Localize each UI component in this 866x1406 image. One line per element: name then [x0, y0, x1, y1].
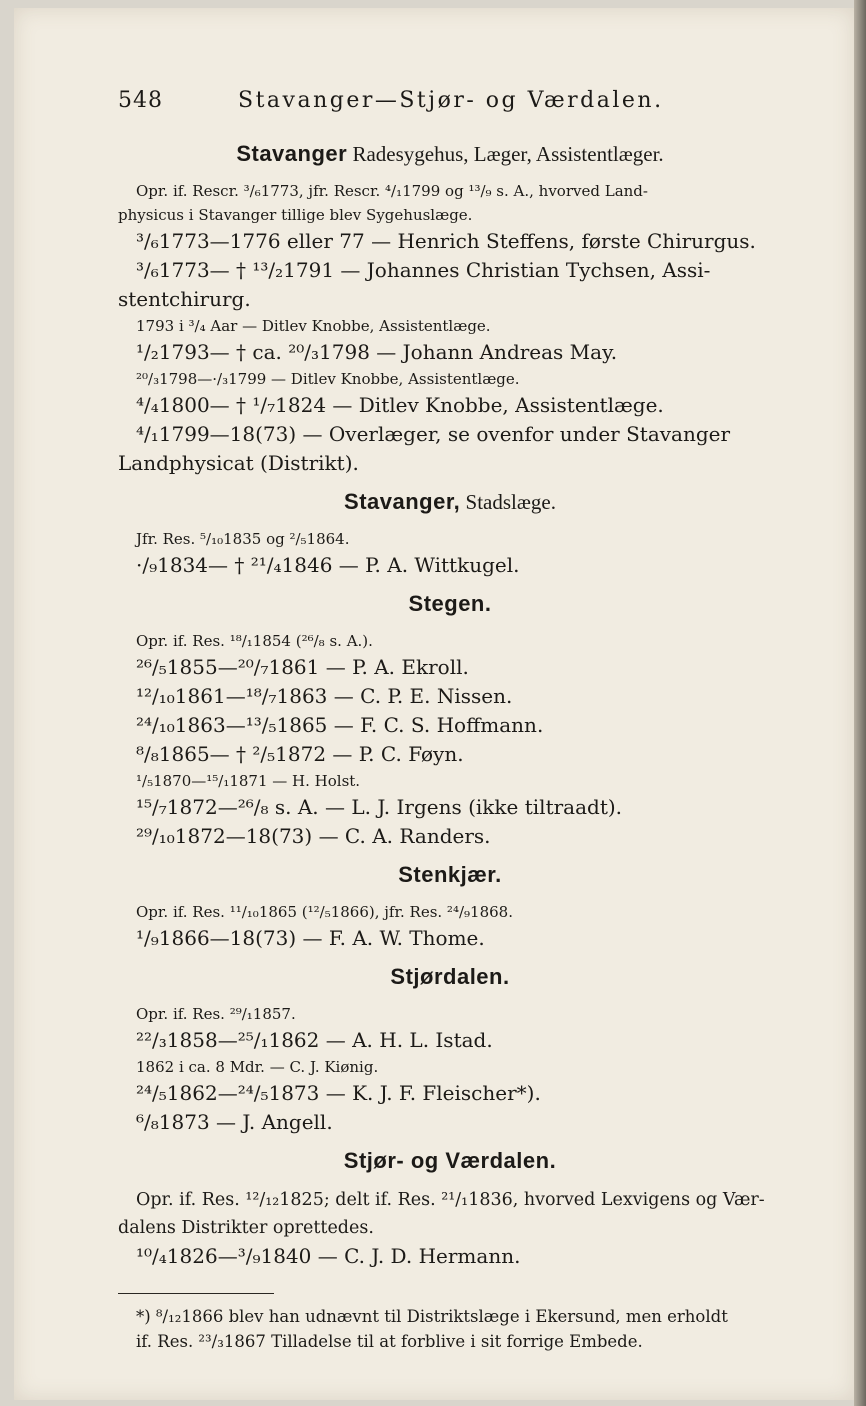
page-content: [118, 88, 782, 1354]
entry-line: Landphysicat (Distrikt).: [118, 451, 359, 475]
entry-line: ·/₉1834— † ²¹/₄1846 — P. A. Wittkugel.: [136, 553, 520, 577]
entry-line: ³/₆1773— † ¹³/₂1791 — Johannes Christian Tychsen, Assi-: [136, 258, 711, 282]
entry-line: Jfr. Res. ⁵/₁₀1835 og ²/₅1864.: [136, 530, 350, 548]
entry-line: Opr. if. Res. ¹⁸/₁1854 (²⁶/₈ s. A.).: [136, 632, 373, 650]
page-edge: [854, 0, 866, 1406]
entry-line: Opr. if. Res. ¹²/₁₂1825; delt if. Res. ²¹/₁1836, hvorved Lexvigens og Vær-: [136, 1190, 765, 1210]
entry-line: ⁴/₁1799—18(73) — Overlæger, se ovenfor under Stavanger: [136, 422, 731, 446]
section: [118, 590, 782, 851]
running-head: [118, 88, 782, 130]
section-heading: [118, 861, 782, 890]
entry-line: Opr. if. Rescr. ³/₆1773, jfr. Rescr. ⁴/₁1799 og ¹³/₉ s. A., hvorved Land-: [136, 182, 648, 200]
entry-line: dalens Distrikter oprettedes.: [118, 1218, 374, 1238]
entry-line: ²²/₃1858—²⁵/₁1862 — A. H. L. Istad.: [136, 1028, 493, 1052]
entry-line: ²⁰/₃1798—·/₃1799 — Ditlev Knobbe, Assistentlæge.: [136, 370, 520, 388]
section: [118, 488, 782, 580]
section: [118, 1147, 782, 1271]
entry-line: ¹/₂1793— † ca. ²⁰/₃1798 — Johann Andreas May.: [136, 340, 618, 364]
section: [118, 140, 782, 478]
heading-place: Stjørdalen.: [390, 964, 510, 989]
entry-line: ²⁴/₁₀1863—¹³/₅1865 — F. C. S. Hoffmann.: [136, 713, 544, 737]
page-number: 548: [118, 88, 163, 113]
section-heading: [118, 1147, 782, 1176]
entry-line: Opr. if. Res. ²⁹/₁1857.: [136, 1005, 296, 1023]
entry-line: ¹/₉1866—18(73) — F. A. W. Thome.: [136, 926, 485, 950]
footnote-divider: [118, 1293, 274, 1294]
heading-subtitle: Radesygehus, Læger, Assistentlæger.: [347, 142, 664, 166]
section: [118, 963, 782, 1137]
entry-line: ²⁴/₅1862—²⁴/₅1873 — K. J. F. Fleischer*).: [136, 1081, 541, 1105]
entry-line: ¹⁵/₇1872—²⁶/₈ s. A. — L. J. Irgens (ikke tiltraadt).: [136, 795, 623, 819]
entry-line: ²⁹/₁₀1872—18(73) — C. A. Randers.: [136, 824, 491, 848]
running-title: Stavanger—Stjør- og Værdalen.: [238, 88, 664, 113]
entry-line: Opr. if. Res. ¹¹/₁₀1865 (¹²/₅1866), jfr. Res. ²⁴/₉1868.: [136, 903, 513, 921]
entry-line: ¹²/₁₀1861—¹⁸/₇1863 — C. P. E. Nissen.: [136, 684, 513, 708]
entry-line: 1862 i ca. 8 Mdr. — C. J. Kiønig.: [136, 1058, 379, 1076]
entry-line: ⁴/₄1800— † ¹/₇1824 — Ditlev Knobbe, Assistentlæge.: [136, 393, 664, 417]
section-heading: [118, 488, 782, 517]
heading-place: Stjør- og Værdalen.: [343, 1148, 557, 1173]
footnote: [118, 1304, 782, 1354]
entry-line: ⁶/₈1873 — J. Angell.: [136, 1110, 333, 1134]
sections-container: [118, 140, 782, 1271]
section-heading: [118, 963, 782, 992]
entry-line: stentchirurg.: [118, 287, 251, 311]
section-heading: [118, 140, 782, 169]
entry-line: ¹⁰/₄1826—³/₉1840 — C. J. D. Hermann.: [136, 1244, 521, 1268]
entry-line: ²⁶/₅1855—²⁰/₇1861 — P. A. Ekroll.: [136, 655, 469, 679]
entry-line: ⁸/₈1865— † ²/₅1872 — P. C. Føyn.: [136, 742, 464, 766]
footnote-line: if. Res. ²³/₃1867 Tilladelse til at forblive i sit forrige Embede.: [136, 1332, 643, 1351]
heading-place: Stavanger: [236, 141, 348, 166]
heading-subtitle: Stadslæge.: [460, 490, 556, 514]
entry-line: physicus i Stavanger tillige blev Sygehuslæge.: [118, 206, 473, 224]
entry-line: 1793 i ³/₄ Aar — Ditlev Knobbe, Assistentlæge.: [136, 317, 491, 335]
section-heading: [118, 590, 782, 619]
section: [118, 861, 782, 953]
heading-place: Stenkjær.: [398, 862, 502, 887]
entry-line: ¹/₅1870—¹⁵/₁1871 — H. Holst.: [136, 772, 361, 790]
heading-place: Stavanger,: [344, 489, 461, 514]
heading-place: Stegen.: [408, 591, 492, 616]
entry-line: ³/₆1773—1776 eller 77 — Henrich Steffens, første Chirurgus.: [136, 229, 756, 253]
footnote-line: *) ⁸/₁₂1866 blev han udnævnt til Distriktslæge i Ekersund, men erholdt: [136, 1307, 728, 1326]
